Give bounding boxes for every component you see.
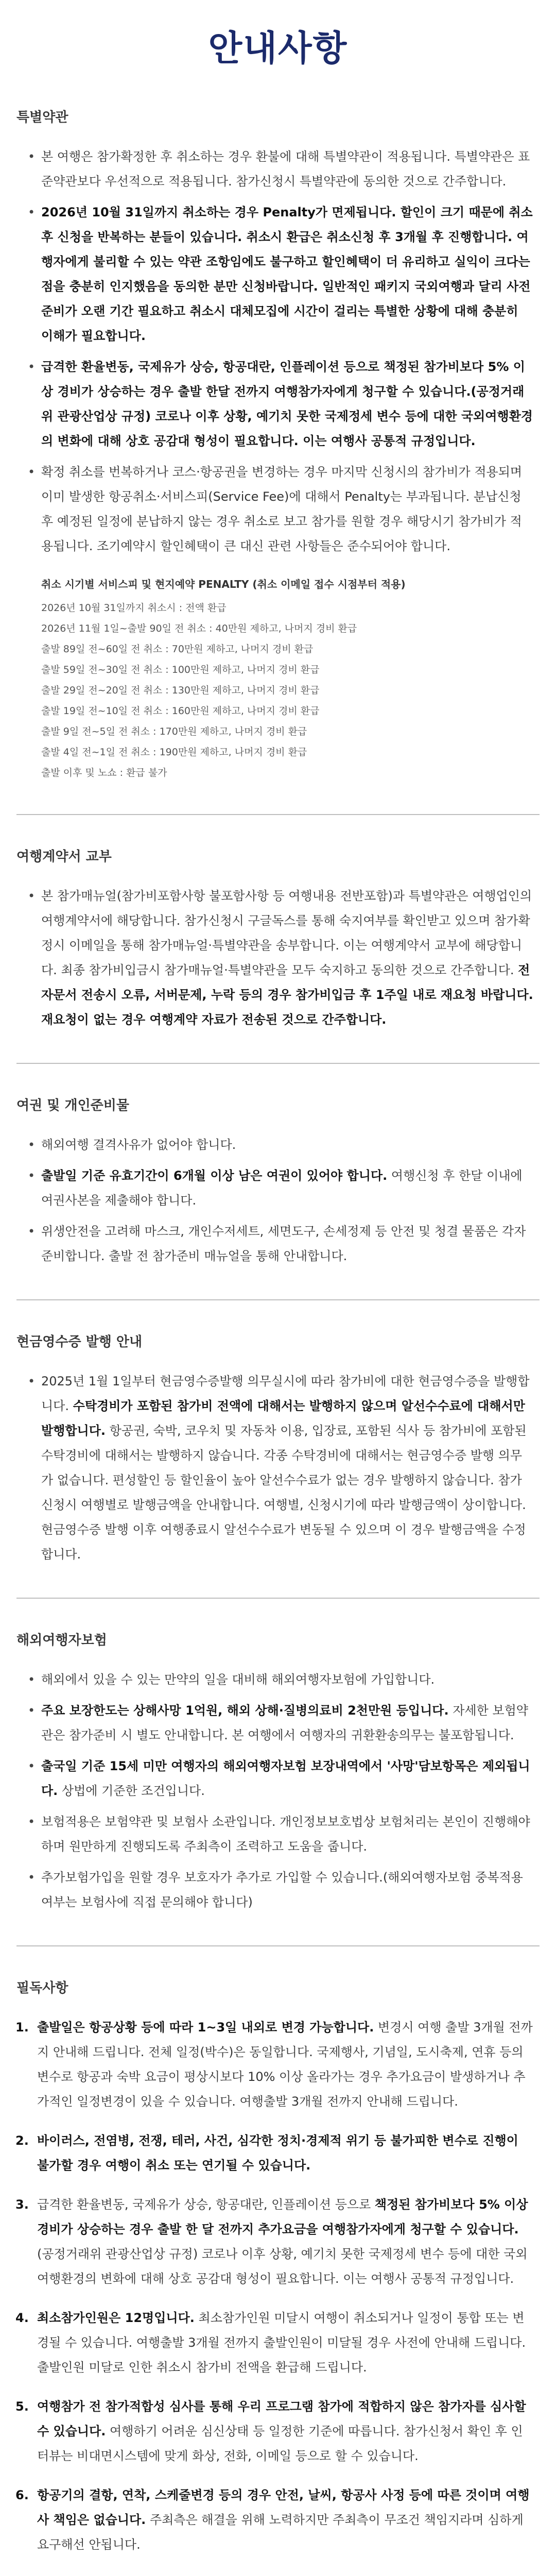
section-title: 특별약관: [16, 110, 68, 125]
list-item: 5. 여행참가 전 참가적합성 심사를 통해 우리 프로그램 참가에 적합하지 않은 참가자를 심사할 수 있습니다. 여행하기 어려운 심신상태 등 일정한 기준에 따릅니다. 참가신청서 확인 후 인터뷰는 비대면시스템에 맞게 화상, 전화, 이메일 등으로 할 수 있습니다.: [15, 2399, 526, 2463]
contract-list: [0, 884, 556, 1032]
section-title: 여권 및 개인준비물: [16, 1098, 130, 1113]
list-item: • 보험적용은 보험약관 및 보험사 소관입니다. 개인정보보호법상 보험처리는 본인이 진행해야 하며 원만하게 진행되도록 주최측이 조력하고 도움을 줍니다.: [28, 1809, 533, 1859]
receipt-section: [0, 1331, 556, 1567]
list-item: • 2025년 1월 1일부터 현금영수증발행 의무실시에 따라 참가비에 대한 현금영수증을 발행합니다. 수탁경비가 포함된 참가비 전액에 대해서는 발행하지 않으며 알선수수료에 대해서만 발행합니다. 항공권, 숙박, 코우치 및 자동차 이용, 입장료, 포함된 식사 등 참가비에 포함된 수탁경비에 대해서는 발행하지 않습니다. 각종 수탁경비에 대해서는 현금영수증 발행 의무가 없습니다. 편성할인 등 할인율이 높아 알선수수료가 없는 경우 발행하지 않습니다. 참가신청시 여행별로 발행금액을 안내합니다. 여행별, 신청시기에 따라 발행금액이 상이합니다. 현금영수증 발행 이후 여행종료시 알선수수료가 변동될 수 있으며 이 경우 발행금액을 수정합니다.: [28, 1369, 533, 1567]
list-item: • 본 참가매뉴얼(참가비포함사항 불포함사항 등 여행내용 전반포함)과 특별약관은 여행업인의 여행계약서에 해당합니다. 참가신청시 구글독스를 통해 숙지여부를 확인받고 있으며 참가확정시 이메일을 통해 참가매뉴얼·특별약관을 송부합니다. 이는 여행계약서 교부에 해당합니다. 최종 참가비입금시 참가매뉴얼·특별약관을 모두 숙지하고 동의한 것으로 간주합니다. 전자문서 전송시 오류, 서버문제, 누락 등의 경우 참가비입금 후 1주일 내로 재요청 바랍니다. 재요청이 없는 경우 여행계약 자료가 전송된 것으로 간주합니다.: [28, 884, 533, 1032]
receipt-list: [0, 1369, 556, 1567]
schedule-row: 출발 이후 및 노쇼 : 환급 불가: [41, 767, 167, 778]
special-terms-section: [0, 107, 556, 783]
list-item: • 위생안전을 고려해 마스크, 개인수저세트, 세면도구, 손세정제 등 안전 및 청결 물품은 각자 준비합니다. 출발 전 참가준비 매뉴얼을 통해 안내합니다.: [28, 1219, 533, 1268]
contract-section: [0, 846, 556, 1032]
divider: [16, 1945, 540, 1946]
schedule-row: 출발 29일 전~20일 전 취소 : 130만원 제하고, 나머지 경비 환급: [41, 685, 320, 696]
list-item: • 본 여행은 참가확정한 후 취소하는 경우 환불에 대해 특별약관이 적용됩니다. 특별약관은 표준약관보다 우선적으로 적용됩니다. 참가신청시 특별약관에 동의한 것으로 간주합니다.: [28, 144, 533, 194]
list-item: • 해외여행 결격사유가 없어야 합니다.: [28, 1132, 533, 1157]
required-list: [0, 2015, 556, 2576]
schedule-row: 출발 59일 전~30일 전 취소 : 100만원 제하고, 나머지 경비 환급: [41, 664, 320, 675]
schedule-title: 취소 시기별 서비스피 및 현지예약 PENALTY (취소 이메일 접수 시점부터 적용): [41, 578, 406, 590]
list-item: • 해외에서 있을 수 있는 만약의 일을 대비해 해외여행자보험에 가입합니다.: [28, 1667, 533, 1692]
list-item: • 급격한 환율변동, 국제유가 상승, 항공대란, 인플레이션 등으로 책정된 참가비보다 5% 이상 경비가 상승하는 경우 출발 한달 전까지 여행참가자에게 청구할 수 있습니다.(공정거래위 관광산업상 규정) 코로나 이후 상황, 예기치 못한 국제정세 변수 등에 대한 국외여행환경의 변화에 대해 상호 공감대 형성이 필요합니다. 이는 여행사 공통적 규정입니다.: [28, 354, 533, 453]
list-item: 3. 급격한 환율변동, 국제유가 상승, 항공대란, 인플레이션 등으로 책정된 참가비보다 5% 이상 경비가 상승하는 경우 출발 한 달 전까지 추가요금을 여행참가자에게 청구할 수 있습니다. (공정거래위 관광산업상 규정) 코로나 이후 상황, 예기치 못한 국제정세 변수 등에 대한 국외여행환경의 변화에 대해 상호 공감대 형성이 필요합니다. 이는 여행사 공통적 규정입니다.: [15, 2197, 528, 2286]
section-title: 필독사항: [16, 1980, 68, 1996]
list-item: • 출발일 기준 유효기간이 6개월 이상 남은 여권이 있어야 합니다. 여행신청 후 한달 이내에 여권사본을 제출해야 합니다.: [28, 1163, 533, 1213]
list-item: • 추가보험가입을 원할 경우 보호자가 추가로 가입할 수 있습니다.(해외여행자보험 중복적용 여부는 보험사에 직접 문의해야 합니다): [28, 1865, 533, 1914]
list-item: [15, 2571, 533, 2576]
divider: [16, 1063, 540, 1064]
section-title: 현금영수증 발행 안내: [16, 1334, 143, 1350]
notice-page: [0, 21, 556, 2576]
schedule-row: 출발 19일 전~10일 전 취소 : 160만원 제하고, 나머지 경비 환급: [41, 705, 320, 717]
list-item: • 출국일 기준 15세 미만 여행자의 해외여행자보험 보장내역에서 '사망'담보항목은 제외됩니다. 상법에 기준한 조건입니다.: [28, 1754, 533, 1803]
schedule-row: 출발 4일 전~1일 전 취소 : 190만원 제하고, 나머지 경비 환급: [41, 747, 307, 758]
schedule-row: 출발 9일 전~5일 전 취소 : 170만원 제하고, 나머지 경비 환급: [41, 726, 307, 737]
passport-list: [0, 1132, 556, 1268]
section-title: 해외여행자보험: [16, 1633, 107, 1648]
list-item: • 2026년 10월 31일까지 취소하는 경우 Penalty가 면제됩니다. 할인이 크기 때문에 취소 후 신청을 반복하는 분들이 있습니다. 취소시 환급은 취소신청 후 3개월 후 진행합니다. 여행자에게 불리할 수 있는 약관 조항임에도 불구하고 할인혜택이 더 유리하고 실익이 크다는 점을 충분히 인지했음을 동의한 분만 신청바랍니다. 일반적인 패키지 국외여행과 달리 사전 준비가 오랜 기간 필요하고 취소시 대체모집에 시간이 걸리는 특별한 상황에 대해 충분히 이해가 필요합니다.: [28, 200, 533, 348]
schedule-row: 2026년 10월 31일까지 취소시 : 전액 환급: [41, 602, 227, 614]
passport-section: [0, 1095, 556, 1268]
list-item: 2. 바이러스, 전염병, 전쟁, 테러, 사건, 심각한 정치·경제적 위기 등 불가피한 변수로 진행이 불가할 경우 여행이 취소 또는 연기될 수 있습니다.: [15, 2133, 518, 2173]
page-title: 안내사항: [208, 28, 348, 69]
divider: [16, 814, 540, 815]
required-reading-section: [0, 1977, 556, 2576]
list-item: • 확정 취소를 번복하거나 코스·항공권을 변경하는 경우 마지막 신청시의 참가비가 적용되며 이미 발생한 항공취소·서비스피(Service Fee)에 대해서 Penalty는 부과됩니다. 분납신청 후 예정된 일정에 분납하지 않는 경우 취소로 보고 참가를 원할 경우 해당시기 참가비가 적용됩니다. 조기예약시 할인혜택이 큰 대신 관련 사항들은 준수되어야 합니다.: [28, 460, 533, 558]
insurance-section: [0, 1630, 556, 1914]
list-item: • 주요 보장한도는 상해사망 1억원, 해외 상해·질병의료비 2천만원 등입니다. 자세한 보험약관은 참가준비 시 별도 안내합니다. 본 여행에서 여행자의 귀환환송의무는 불포함됩니다.: [28, 1698, 533, 1748]
list-item: 4. 최소참가인원은 12명입니다. 최소참가인원 미달시 여행이 취소되거나 일정이 통합 또는 변경될 수 있습니다. 여행출발 3개월 전까지 출발인원이 미달될 경우 사전에 안내해 드립니다. 출발인원 미달로 인한 취소시 참가비 전액을 환급해 드립니다.: [15, 2311, 526, 2375]
list-item: 1. 출발일은 항공상황 등에 따라 1~3일 내외로 변경 가능합니다. 변경시 여행 출발 3개월 전까지 안내해 드립니다. 전체 일정(박수)은 동일합니다. 국제행사, 기념일, 도시축제, 연휴 등의 변수로 항공과 숙박 요금이 평상시보다 10% 이상 올라가는 경우 추가요금이 발생하거나 추가적인 일정변경이 있을 수 있습니다. 여행출발 3개월 전까지 안내해 드립니다.: [15, 2020, 533, 2109]
special-terms-list: [0, 144, 556, 558]
schedule-row: 2026년 11월 1일~출발 90일 전 취소 : 40만원 제하고, 나머지 경비 환급: [41, 623, 357, 634]
divider: [16, 1598, 540, 1599]
section-title: 여행계약서 교부: [16, 849, 112, 865]
cancellation-schedule: [28, 574, 556, 783]
schedule-row: 출발 89일 전~60일 전 취소 : 70만원 제하고, 나머지 경비 환급: [41, 643, 314, 655]
divider: [16, 1299, 540, 1300]
insurance-list: [0, 1667, 556, 1914]
list-item: 6. 항공기의 결항, 연착, 스케줄변경 등의 경우 안전, 날씨, 항공사 사정 등에 따른 것이며 여행사 책임은 없습니다. 주최측은 해결을 위해 노력하지만 주최측이 무조건 책임지라며 심하게 요구해선 안됩니다.: [15, 2488, 530, 2552]
